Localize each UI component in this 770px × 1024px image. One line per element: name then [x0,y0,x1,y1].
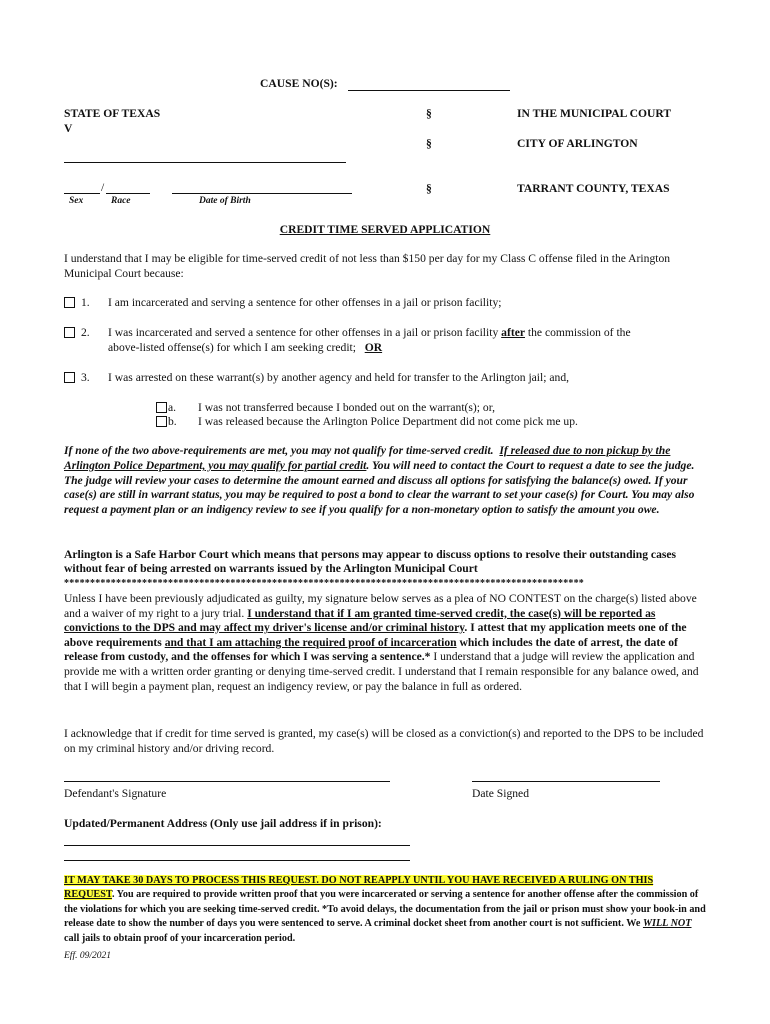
will-not-emphasis: WILL NOT [642,918,692,930]
safe-harbor-statement: Arlington is a Safe Harbor Court which means that persons may appear to discuss options to resolve their outstanding cases without fear of being arrested on warrants issued by the Arlington Municipal Court [64,548,677,576]
notice-part-3: . You will need to contact the Court to request a date to see the judge. The judge will review your cases to determine the amount earned and discuss all options for satisfying the balance(s) owed. If your case(s) are still in warrant status, you may be required to post a bond to clear the warrant to set your case(s) for Court. You may also request a payment plan or an indigency review to see if you qualify for a non-monetary option to satisfy the amount you owe. [64,458,695,517]
option-1-number: 1. [81,296,90,309]
intro-text: I understand that I may be eligible for time-served credit of not less than $150 per day for my Class C offense filed in the Arington Municipal Court because: [64,252,671,281]
sub-option-b-text: I was released because the Arlington Police Department did not come pick me up. [198,415,578,428]
option-2-checkbox[interactable] [64,327,75,338]
option-3-text: I was arrested on these warrant(s) by another agency and held for transfer to the Arlington jail; and, [108,371,570,384]
option-1-checkbox[interactable] [64,297,75,308]
plea-text-1: Unless I have been previously adjudicated as guilty, my signature below serves as a plea of NO CONTEST on the charge(s) listed above and a waiver of my right to a jury trial. [64,592,697,620]
proof-requirement-end: call jails to obtain proof of your incarceration period. [64,932,296,944]
date-of-birth-field[interactable] [172,193,352,194]
proof-requirement: . You are required to provide written proof that you were incarcerated or serving a sentence for another offense after the commission of the violations for which you are seeking time-served credit. *To avoid delays, the documentation from the jail or prison must show your book-in and release date to show the number of days you were sentenced to serve. A criminal docket sheet from another court is not sufficient. We [64,889,706,930]
cause-number-label: CAUSE NO(S): [260,77,338,90]
option-2-or: OR [364,341,383,355]
sub-option-b-checkbox[interactable] [156,416,167,427]
notice-part-1: If none of the two above-requirements are met, you may not qualify for time-served credit. [64,444,494,457]
option-2-text [108,325,708,356]
date-signed-line[interactable] [472,781,660,782]
option-2-number: 2. [81,326,90,339]
plea-text-6: I understand that a judge will review the application and provide me with a written order granting or denying time-served credit. I understand that I remain responsible for any balance owed, and that I will begin a payment plan, request an indigency review, or pay the balance in full as ordered. [64,650,699,693]
state-of-texas: STATE OF TEXAS [64,107,161,120]
plea-conviction-warning: I understand that if I am granted time-served credit, the case(s) will be reported as convictions to the DPS and may affect my driver's license and/or criminal history [64,606,656,635]
sub-option-b-letter: b. [168,415,177,428]
plea-paragraph [64,592,706,694]
section-symbol: § [426,182,432,195]
section-symbol: § [426,107,432,120]
race-label: Race [111,196,131,206]
sub-option-a-letter: a. [168,401,177,414]
defendant-signature-line[interactable] [64,781,390,782]
versus-label: V [64,122,73,135]
option-2-after: after [501,326,525,339]
sub-option-a-text: I was not transferred because I bonded out on the warrant(s); or, [198,401,495,414]
court-city: CITY OF ARLINGTON [517,137,638,150]
processing-warning [64,874,706,946]
race-field[interactable] [106,193,150,194]
option-3-number: 3. [81,371,90,384]
sex-label: Sex [69,196,84,206]
option-3-checkbox[interactable] [64,372,75,383]
plea-text-5: which includes the date of arrest, the date of release from custody, and the offenses for which I was serving a sentence.* [64,635,678,664]
effective-date: Eff. 09/2021 [64,951,111,961]
cause-number-line[interactable] [348,90,510,91]
option-1-text: I am incarcerated and serving a sentence for other offenses in a jail or prison facility; [108,296,502,309]
separator-stars: **************************************************************************************************** [64,578,584,589]
notice-partial-credit: If released due to non pickup by the Arlington Police Department, you may qualify for partial credit [64,444,671,472]
address-line-2[interactable] [64,860,410,861]
option-2-text-b: the commission of the [524,326,631,339]
section-symbol: § [426,137,432,150]
acknowledge-paragraph: I acknowledge that if credit for time served is granted, my case(s) will be closed as a conviction(s) and reported to the DPS to be included on my criminal history and/or driving record. [64,727,704,756]
eligibility-notice [64,444,706,518]
date-signed-label: Date Signed [472,787,529,800]
plea-text-3: . I attest that my application meets one of the above requirements [64,621,687,649]
plea-proof-statement: and that I am attaching the required proof of incarceration [164,635,457,649]
sub-option-a-checkbox[interactable] [156,402,167,413]
reapply-warning: IT MAY TAKE 30 DAYS TO PROCESS THIS REQUEST. DO NOT REAPPLY UNTIL YOU HAVE RECEIVED A RULING ON THIS REQUEST [64,875,654,901]
form-title: CREDIT TIME SERVED APPLICATION [279,223,491,236]
sex-field[interactable] [64,193,100,194]
court-county: TARRANT COUNTY, TEXAS [517,182,670,195]
defendant-name-line[interactable] [64,162,346,163]
sex-race-separator: / [101,181,105,194]
address-line-1[interactable] [64,845,410,846]
court-name: IN THE MUNICIPAL COURT [517,107,672,120]
defendant-signature-label: Defendant's Signature [64,787,167,800]
option-2-text-c: above-listed offense(s) for which I am seeking credit; [108,341,356,355]
option-2-text-a: I was incarcerated and served a sentence for other offenses in a jail or prison facility [108,326,502,339]
dob-label: Date of Birth [199,196,251,206]
address-label: Updated/Permanent Address (Only use jail address if in prison): [64,817,382,830]
